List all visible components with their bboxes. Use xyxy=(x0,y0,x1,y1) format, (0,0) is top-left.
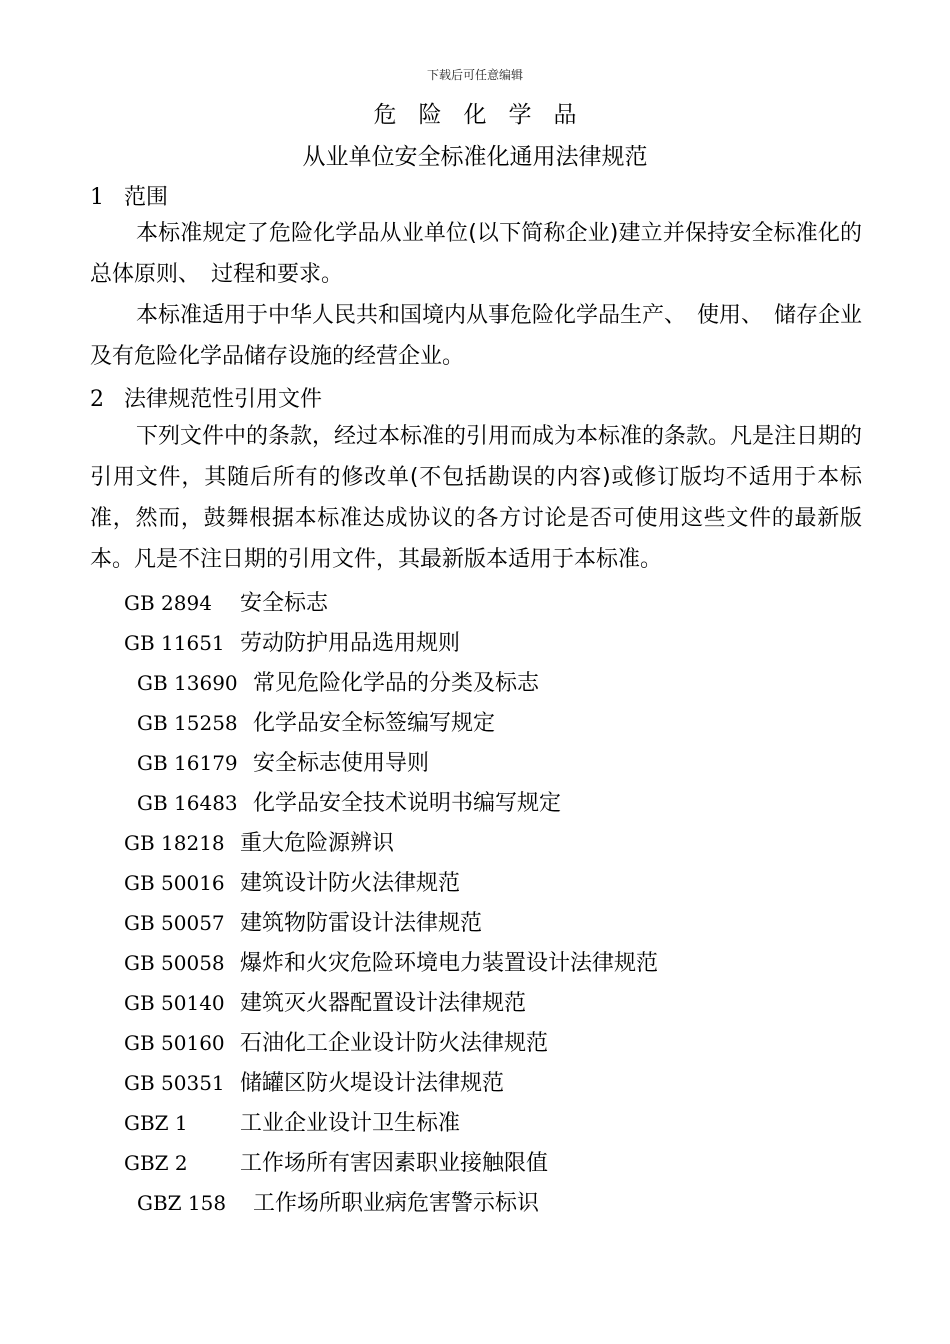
reference-code: GB 2894 xyxy=(124,591,212,615)
reference-title: 化学品安全技术说明书编写规定 xyxy=(253,791,562,816)
reference-title: 工业企业设计卫生标准 xyxy=(240,1111,461,1136)
reference-title: 建筑设计防火法律规范 xyxy=(240,871,461,896)
section-2-title: 法律规范性引用文件 xyxy=(124,387,323,412)
reference-item xyxy=(124,866,460,897)
reference-item xyxy=(124,986,526,1017)
reference-code: GB 50140 xyxy=(124,991,225,1015)
reference-code: GBZ 1 xyxy=(124,1111,188,1135)
section-1-paragraph-2: 本标准适用于中华人民共和国境内从事危险化学品生产、 使用、 储存企业及有危险化学品储存设施的经营企业。 xyxy=(90,303,863,369)
reference-code: GB 50351 xyxy=(124,1071,225,1095)
reference-title: 建筑灭火器配置设计法律规范 xyxy=(240,991,527,1016)
page-header-note: 下载后可任意编辑 xyxy=(426,68,523,82)
document-title-line1: 危险化学品 xyxy=(373,102,599,128)
reference-code: GBZ 158 xyxy=(137,1191,227,1215)
reference-title: 石油化工企业设计防火法律规范 xyxy=(240,1031,549,1056)
reference-code: GB 50057 xyxy=(124,911,225,935)
reference-title: 工作场所职业病危害警示标识 xyxy=(253,1191,540,1216)
reference-code: GB 13690 xyxy=(137,671,238,695)
reference-item xyxy=(137,1186,539,1217)
section-2-paragraph: 下列文件中的条款，经过本标准的引用而成为本标准的条款。凡是注日期的引用文件，其随后所有的修改单(不包括勘误的内容)或修订版均不适用于本标准，然而，鼓舞根据本标准达成协议的各方讨论是否可使用这些文件的最新版本。凡是不注日期的引用文件，其最新版本适用于本标准。 xyxy=(90,424,863,572)
reference-item xyxy=(137,746,429,777)
reference-code: GB 15258 xyxy=(137,711,238,735)
reference-code: GB 50016 xyxy=(124,871,225,895)
reference-title: 常见危险化学品的分类及标志 xyxy=(253,671,540,696)
reference-item xyxy=(124,1026,548,1057)
reference-title: 劳动防护用品选用规则 xyxy=(240,631,461,656)
section-1-paragraph-1: 本标准规定了危险化学品从业单位(以下简称企业)建立并保持安全标准化的总体原则、 过程和要求。 xyxy=(90,221,862,287)
reference-title: 化学品安全标签编写规定 xyxy=(253,711,496,736)
reference-item xyxy=(137,666,539,697)
reference-code: GBZ 2 xyxy=(124,1151,188,1175)
reference-item xyxy=(124,946,658,977)
reference-item xyxy=(124,1066,504,1097)
reference-item xyxy=(124,626,460,657)
reference-code: GB 50058 xyxy=(124,951,225,975)
reference-code: GB 16483 xyxy=(137,791,238,815)
section-1-title: 范围 xyxy=(124,185,169,210)
reference-code: GB 16179 xyxy=(137,751,238,775)
reference-title: 建筑物防雷设计法律规范 xyxy=(240,911,483,936)
reference-item xyxy=(124,906,482,937)
reference-title: 爆炸和火灾危险环境电力装置设计法律规范 xyxy=(240,951,659,976)
section-1-heading xyxy=(90,180,168,211)
reference-title: 重大危险源辨识 xyxy=(240,831,395,856)
section-2-heading xyxy=(90,382,322,413)
reference-item xyxy=(124,586,328,617)
reference-code: GB 50160 xyxy=(124,1031,225,1055)
reference-item xyxy=(124,1146,548,1177)
reference-title: 工作场所有害因素职业接触限值 xyxy=(240,1151,549,1176)
reference-title: 安全标志 xyxy=(240,591,329,616)
document-title-line2: 从业单位安全标准化通用法律规范 xyxy=(302,144,648,170)
reference-item xyxy=(137,786,561,817)
reference-code: GB 18218 xyxy=(124,831,225,855)
section-2-number: 2 xyxy=(90,387,104,412)
reference-item xyxy=(137,706,495,737)
reference-title: 安全标志使用导则 xyxy=(253,751,430,776)
reference-title: 储罐区防火堤设计法律规范 xyxy=(240,1071,505,1096)
section-1-number: 1 xyxy=(90,185,104,210)
reference-code: GB 11651 xyxy=(124,631,225,655)
reference-item xyxy=(124,1106,460,1137)
reference-item xyxy=(124,826,394,857)
